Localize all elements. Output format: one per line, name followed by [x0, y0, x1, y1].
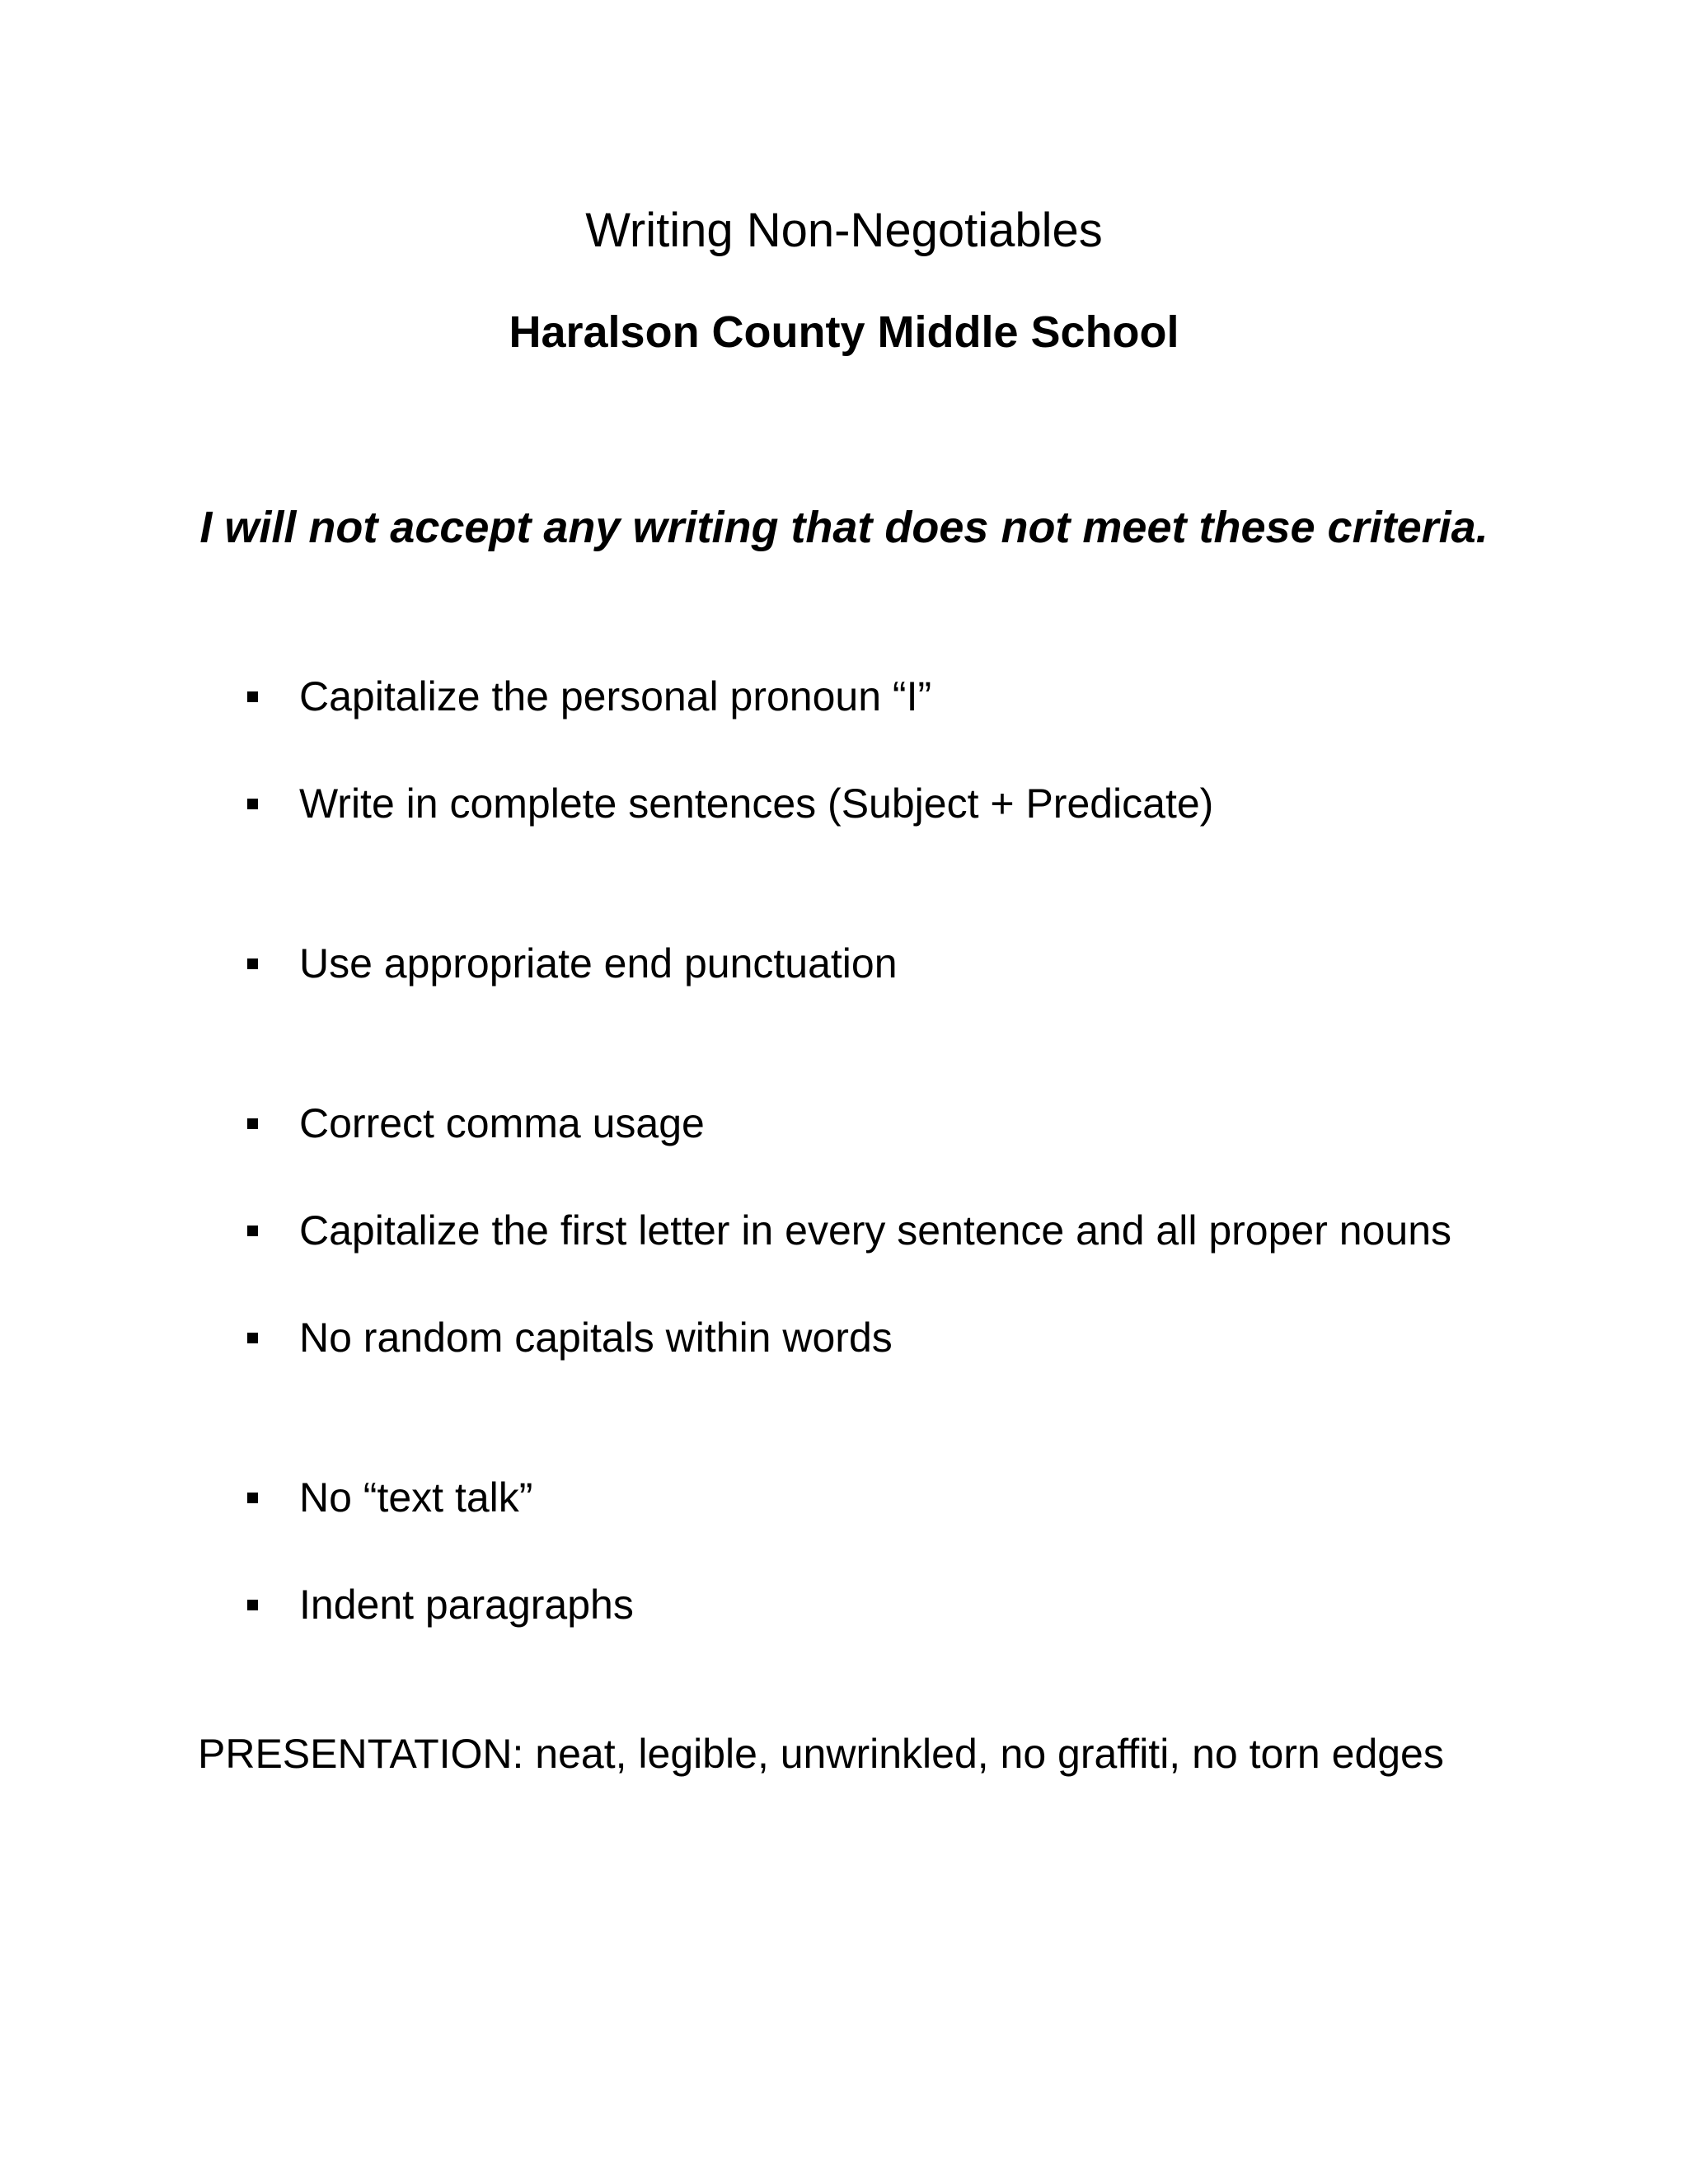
rule-text: Write in complete sentences (Subject + Predicate): [299, 780, 1214, 827]
acceptance-warning: I will not accept any writing that does not meet these criteria.: [199, 503, 1489, 552]
rule-item: [247, 1309, 1566, 1366]
rule-item: [247, 1202, 1566, 1259]
square-bullet-icon: [247, 691, 258, 702]
square-bullet-icon: [247, 1333, 258, 1343]
rule-item: [247, 935, 1566, 992]
presentation-requirements: PRESENTATION: neat, legible, unwrinkled, no graffiti, no torn edges: [198, 1731, 1444, 1777]
square-bullet-icon: [247, 1118, 258, 1129]
rule-item: [247, 775, 1566, 832]
rule-text: Capitalize the first letter in every sentence and all proper nouns: [299, 1207, 1451, 1254]
square-bullet-icon: [247, 1493, 258, 1503]
rule-text: Correct comma usage: [299, 1100, 705, 1146]
rule-item: [247, 1469, 1566, 1526]
rule-item: [247, 668, 1566, 725]
rule-text: Indent paragraphs: [299, 1582, 634, 1628]
square-bullet-icon: [247, 1226, 258, 1236]
document-title: Writing Non-Negotiables: [585, 204, 1103, 257]
rule-text: No random capitals within words: [299, 1315, 893, 1361]
rule-text: Capitalize the personal pronoun “I”: [299, 673, 932, 719]
school-name: Haralson County Middle School: [509, 307, 1179, 357]
square-bullet-icon: [247, 958, 258, 969]
rule-item: [247, 1576, 1566, 1633]
square-bullet-icon: [247, 1600, 258, 1610]
rule-text: No “text talk”: [299, 1474, 533, 1521]
square-bullet-icon: [247, 799, 258, 809]
rule-item: [247, 1094, 1566, 1152]
rule-text: Use appropriate end punctuation: [299, 940, 898, 987]
